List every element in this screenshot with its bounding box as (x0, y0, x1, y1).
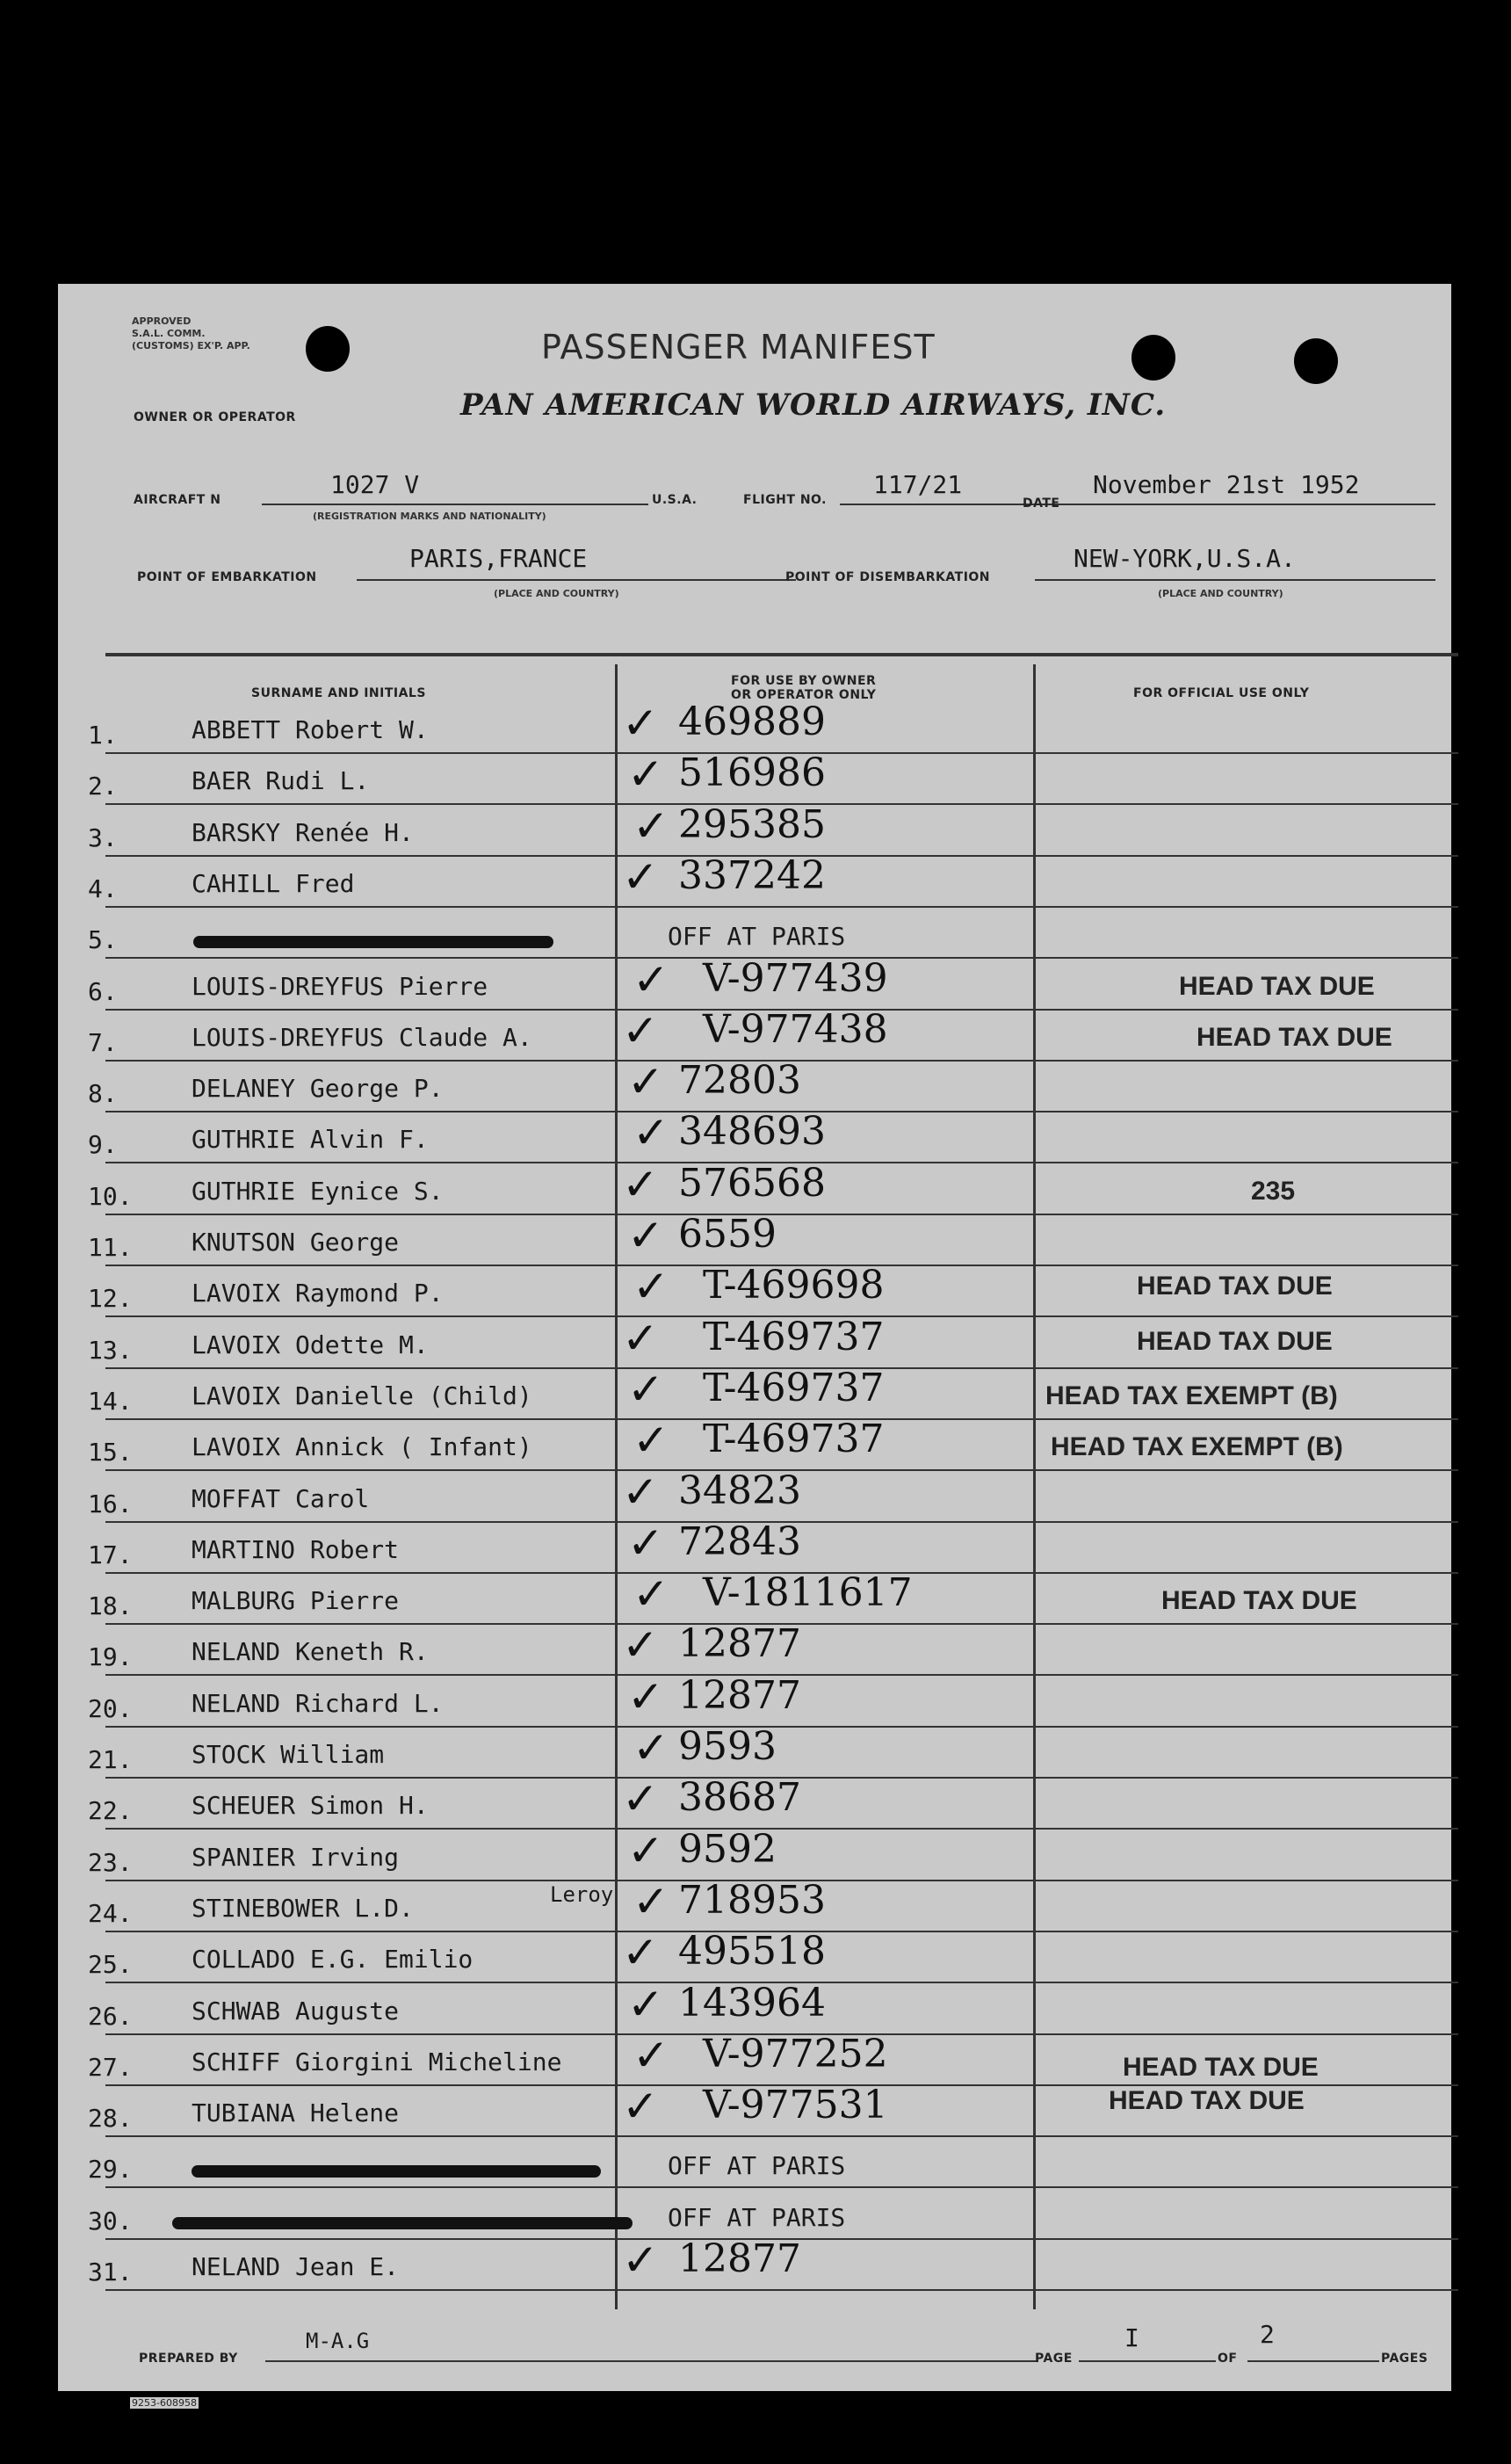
row-number: 28. (88, 2104, 133, 2133)
ticket-number: V-977438 (703, 1007, 888, 1052)
row-rule (105, 1828, 1458, 1830)
official-note: HEAD TAX EXEMPT (B) (1045, 1381, 1338, 1410)
underline (1035, 579, 1435, 581)
row-number: 21. (88, 1745, 133, 1774)
struck-out-name (172, 2217, 633, 2229)
check-mark: ✓ (633, 801, 669, 852)
row-number: 5. (88, 925, 118, 954)
row-rule (105, 2289, 1458, 2291)
passenger-name: LAVOIX Danielle (Child) (192, 1381, 532, 1410)
check-mark: ✓ (627, 1825, 664, 1876)
row-number: 29. (88, 2155, 133, 2184)
row-number: 7. (88, 1028, 118, 1057)
embark-label: POINT OF EMBARKATION (137, 570, 317, 584)
date-label: DATE (1023, 496, 1060, 511)
owner-use-column-header: FOR USE BY OWNER (731, 674, 877, 688)
passenger-name: TUBIANA Helene (192, 2098, 400, 2127)
disembark-sublabel: (PLACE AND COUNTRY) (1158, 588, 1283, 599)
check-mark: ✓ (627, 1671, 664, 1722)
ticket-number: 9592 (678, 1827, 777, 1872)
check-mark: ✓ (633, 954, 669, 1005)
passenger-name: KNUTSON George (192, 1228, 400, 1257)
ticket-number: 9593 (678, 1724, 777, 1769)
disembark-value: NEW-YORK,U.S.A. (1074, 544, 1296, 573)
row-number: 4. (88, 874, 118, 903)
check-mark: ✓ (633, 1722, 669, 1773)
row-number: 8. (88, 1079, 118, 1108)
check-mark: ✓ (627, 1518, 664, 1569)
ticket-number: 469889 (678, 699, 826, 744)
official-note: HEAD TAX DUE (1123, 2053, 1319, 2082)
row-number: 18. (88, 1591, 133, 1620)
leroy-annotation: Leroy (550, 1882, 614, 1907)
passenger-name: DELANEY George P. (192, 1074, 444, 1103)
row-number: 16. (88, 1489, 133, 1518)
passenger-name: SPANIER Irving (192, 1843, 400, 1872)
check-mark: ✓ (633, 1107, 669, 1158)
ticket-number: 337242 (678, 853, 826, 898)
check-mark: ✓ (633, 2030, 669, 2081)
ticket-number: 12877 (678, 2236, 801, 2281)
ticket-number: 38687 (678, 1775, 801, 1820)
official-note: HEAD TAX DUE (1161, 1586, 1357, 1615)
ticket-number: 718953 (678, 1878, 826, 1923)
row-number: 6. (88, 977, 118, 1006)
passenger-name: STOCK William (192, 1740, 385, 1769)
ticket-number: V-977531 (703, 2083, 888, 2127)
row-number: 20. (88, 1694, 133, 1723)
row-number: 11. (88, 1233, 133, 1262)
check-mark: ✓ (622, 1927, 659, 1978)
passenger-name: SCHIFF Giorgini Micheline (192, 2047, 562, 2076)
airline-name: PAN AMERICAN WORLD AIRWAYS, INC. (460, 388, 1167, 423)
column-divider (615, 664, 618, 2309)
official-note: HEAD TAX DUE (1137, 1327, 1333, 1356)
corner-stamp-line: S.A.L. COMM. (132, 328, 206, 339)
pages-label: PAGES (1381, 2352, 1428, 2366)
check-mark: ✓ (622, 852, 659, 902)
ticket-number: T-469698 (703, 1263, 885, 1308)
passenger-name: MALBURG Pierre (192, 1586, 400, 1615)
flight-value: 117/21 (873, 470, 963, 499)
ticket-number: T-469737 (703, 1315, 885, 1359)
check-mark: ✓ (633, 1261, 669, 1312)
passenger-name: SCHWAB Auguste (192, 1997, 400, 2026)
of-value: 2 (1260, 2320, 1275, 2349)
ticket-number: 12877 (678, 1621, 801, 1666)
ticket-number: 295385 (678, 802, 826, 847)
column-divider (1033, 664, 1036, 2309)
check-mark: ✓ (627, 1364, 664, 1415)
official-note: 235 (1251, 1177, 1296, 1206)
ticket-number: T-469737 (703, 1366, 885, 1410)
row-number: 19. (88, 1642, 133, 1671)
check-mark: ✓ (622, 1620, 659, 1670)
passenger-name: NELAND Keneth R. (192, 1637, 429, 1666)
passenger-name: STINEBOWER L.D. (192, 1894, 414, 1923)
row-number: 12. (88, 1284, 133, 1313)
flight-label: FLIGHT NO. (743, 493, 827, 507)
ticket-number: 576568 (678, 1161, 826, 1206)
row-number: 14. (88, 1387, 133, 1416)
passenger-name: LOUIS-DREYFUS Pierre (192, 972, 488, 1001)
row-number: 1. (88, 721, 118, 750)
ticket-number: 6559 (678, 1212, 777, 1257)
page-label: PAGE (1035, 2352, 1073, 2366)
aircraft-value: 1027 V (330, 470, 420, 499)
official-note: HEAD TAX DUE (1179, 972, 1375, 1001)
passenger-name: BAER Rudi L. (192, 766, 370, 795)
check-mark: ✓ (622, 2081, 659, 2132)
off-at-paris-note: OFF AT PARIS (668, 2151, 846, 2180)
passenger-name: MOFFAT Carol (192, 1484, 370, 1513)
check-mark: ✓ (627, 749, 664, 800)
passenger-name: LAVOIX Raymond P. (192, 1279, 444, 1308)
owner-label: OWNER OR OPERATOR (134, 410, 296, 424)
ticket-number: 143964 (678, 1981, 826, 2026)
check-mark: ✓ (622, 2235, 659, 2286)
check-mark: ✓ (622, 1005, 659, 1056)
disembark-label: POINT OF DISEMBARKATION (785, 570, 991, 584)
ticket-number: 34823 (678, 1468, 801, 1513)
passenger-name: GUTHRIE Eynice S. (192, 1177, 444, 1206)
row-number: 23. (88, 1848, 133, 1877)
owner-use-column-header: OR OPERATOR ONLY (731, 688, 877, 702)
row-number: 13. (88, 1336, 133, 1365)
embark-value: PARIS,FRANCE (409, 544, 588, 573)
punch-hole (1131, 335, 1175, 380)
ticket-number: 12877 (678, 1673, 801, 1718)
row-number: 3. (88, 823, 118, 852)
check-mark: ✓ (633, 1415, 669, 1466)
passenger-name: NELAND Jean E. (192, 2252, 400, 2281)
underline (265, 2360, 1038, 2362)
passenger-name: LAVOIX Annick ( Infant) (192, 1432, 532, 1461)
underline (262, 504, 648, 505)
row-number: 9. (88, 1130, 118, 1159)
row-rule (105, 2135, 1458, 2137)
struck-out-name (193, 936, 553, 948)
official-note: HEAD TAX DUE (1137, 1272, 1333, 1301)
punch-hole (306, 326, 350, 372)
ticket-number: 495518 (678, 1929, 826, 1974)
embark-sublabel: (PLACE AND COUNTRY) (494, 588, 619, 599)
passenger-name: ABBETT Robert W. (192, 715, 429, 744)
date-value: November 21st 1952 (1093, 470, 1360, 499)
row-number: 26. (88, 2002, 133, 2031)
ticket-number: 516986 (678, 750, 826, 795)
check-mark: ✓ (622, 698, 659, 749)
check-mark: ✓ (627, 1979, 664, 2030)
row-number: 22. (88, 1796, 133, 1825)
passenger-name: LAVOIX Odette M. (192, 1330, 429, 1359)
ticket-number: 72803 (678, 1058, 801, 1103)
passenger-name: NELAND Richard L. (192, 1689, 444, 1718)
row-number: 30. (88, 2207, 133, 2236)
check-mark: ✓ (627, 1056, 664, 1107)
corner-stamp-line: (CUSTOMS) EX'P. APP. (132, 340, 250, 351)
check-mark: ✓ (622, 1467, 659, 1518)
struck-out-name (192, 2165, 601, 2178)
passenger-name: GUTHRIE Alvin F. (192, 1125, 429, 1154)
usa-label: U.S.A. (652, 493, 698, 507)
official-note: HEAD TAX DUE (1109, 2086, 1305, 2115)
passenger-name: CAHILL Fred (192, 869, 355, 898)
aircraft-sublabel: (REGISTRATION MARKS AND NATIONALITY) (313, 511, 546, 522)
row-rule (105, 906, 1458, 908)
underline (1247, 2360, 1379, 2362)
check-mark: ✓ (633, 1876, 669, 1927)
official-column-header: FOR OFFICIAL USE ONLY (1133, 686, 1310, 700)
passenger-name: MARTINO Robert (192, 1535, 400, 1564)
check-mark: ✓ (633, 1569, 669, 1620)
ticket-number: V-977439 (703, 956, 888, 1001)
row-number: 2. (88, 772, 118, 801)
passenger-name: BARSKY Renée H. (192, 818, 414, 847)
check-mark: ✓ (627, 1210, 664, 1261)
row-rule (105, 1214, 1458, 1215)
check-mark: ✓ (622, 1313, 659, 1364)
row-number: 10. (88, 1182, 133, 1211)
of-label: OF (1218, 2352, 1238, 2366)
underline (357, 579, 796, 581)
row-number: 25. (88, 1950, 133, 1979)
ticket-number: V-977252 (703, 2032, 888, 2076)
ticket-number: 348693 (678, 1109, 826, 1154)
prepared-label: PREPARED BY (139, 2352, 238, 2366)
off-at-paris-note: OFF AT PARIS (668, 2203, 846, 2232)
check-mark: ✓ (622, 1773, 659, 1824)
row-number: 27. (88, 2053, 133, 2082)
aircraft-label: AIRCRAFT N (134, 493, 221, 507)
punch-hole (1294, 338, 1338, 384)
ticket-number: T-469737 (703, 1417, 885, 1461)
prepared-value: M-A.G (306, 2329, 370, 2353)
ticket-number: V-1811617 (703, 1570, 913, 1615)
surname-column-header: SURNAME AND INITIALS (251, 686, 426, 700)
table-top-rule (105, 653, 1458, 656)
passenger-name: LOUIS-DREYFUS Claude A. (192, 1023, 532, 1052)
underline (1066, 504, 1435, 505)
row-rule (105, 1726, 1458, 1728)
row-number: 17. (88, 1540, 133, 1569)
row-number: 24. (88, 1899, 133, 1928)
official-note: HEAD TAX EXEMPT (B) (1051, 1432, 1343, 1461)
form-number: 9253-608958 (132, 2397, 197, 2409)
row-number: 31. (88, 2257, 133, 2286)
official-note: HEAD TAX DUE (1197, 1023, 1392, 1052)
passenger-name: COLLADO E.G. Emilio (192, 1945, 474, 1974)
check-mark: ✓ (622, 1159, 659, 1210)
ticket-number: 72843 (678, 1519, 801, 1564)
underline (1079, 2360, 1216, 2362)
passenger-name: SCHEUER Simon H. (192, 1791, 429, 1820)
off-at-paris-note: OFF AT PARIS (668, 922, 846, 951)
form-title: PASSENGER MANIFEST (541, 328, 936, 366)
row-rule (105, 2186, 1458, 2188)
page-value: I (1124, 2323, 1139, 2352)
row-number: 15. (88, 1438, 133, 1467)
corner-stamp-line: APPROVED (132, 315, 192, 327)
